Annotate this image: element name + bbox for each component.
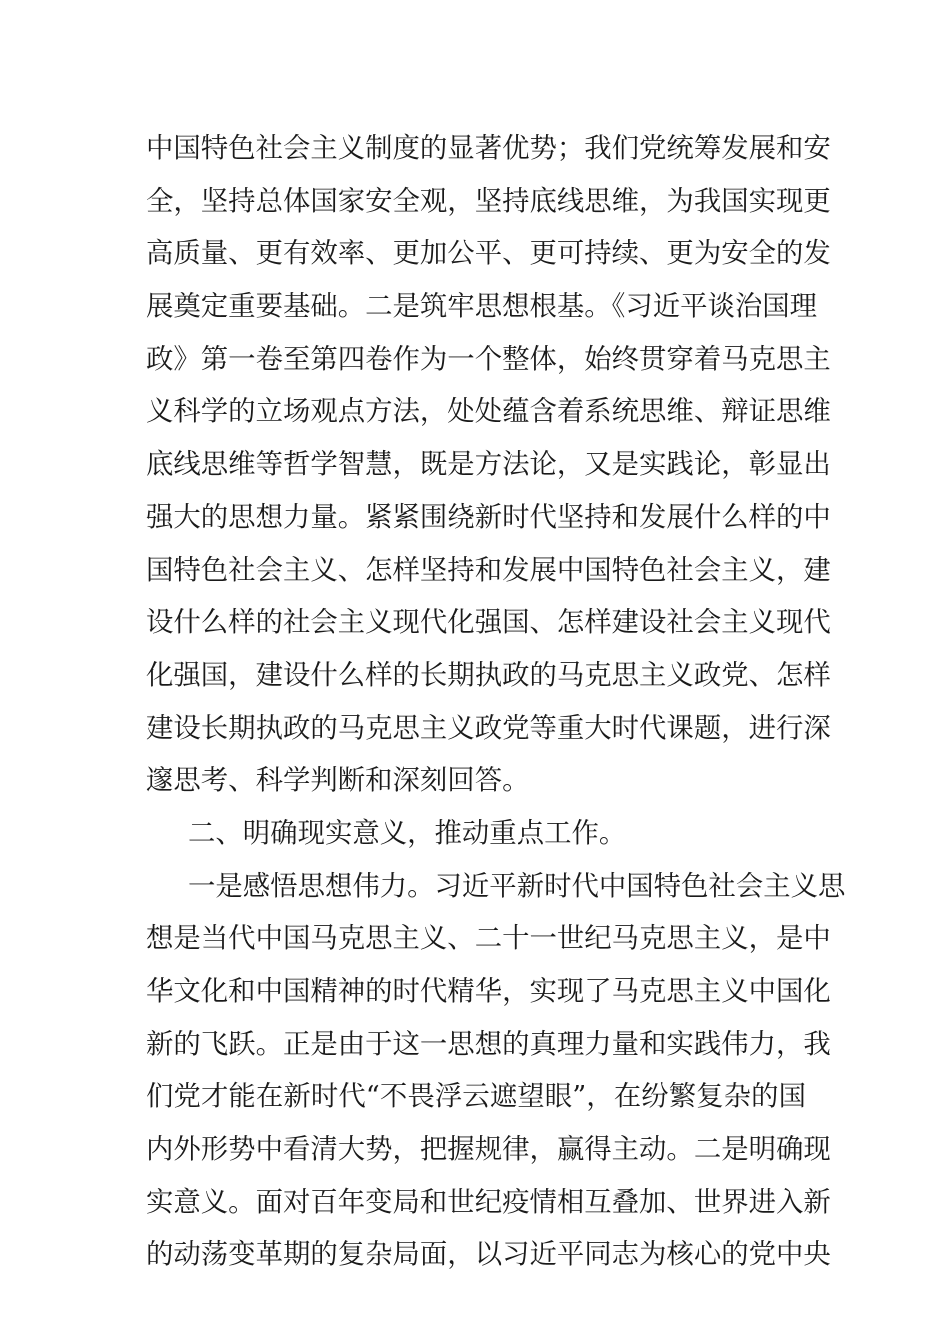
text-line: 政》第一卷至第四卷作为一个整体，始终贯穿着马克思主 <box>146 343 831 375</box>
section-heading: 二、明确现实意义，推动重点工作。 <box>188 817 627 849</box>
text-line: 化强国，建设什么样的长期执政的马克思主义政党、怎样 <box>146 659 831 691</box>
text-line: 展奠定重要基础。二是筑牢思想根基。《习近平谈治国理 <box>146 291 818 323</box>
text-line: 想是当代中国马克思主义、二十一世纪马克思主义，是中 <box>146 923 831 955</box>
text-line: 中国特色社会主义制度的显著优势；我们党统筹发展和安 <box>146 133 831 164</box>
text-line: 高质量、更有效率、更加公平、更可持续、更为安全的发 <box>146 238 831 270</box>
text-line: 全，坚持总体国家安全观，坚持底线思维，为我国实现更 <box>146 185 831 217</box>
text-line: 内外形势中看清大势，把握规律，赢得主动。二是明确现 <box>146 1134 831 1166</box>
text-line: 国特色社会主义、怎样坚持和发展中国特色社会主义，建 <box>146 554 831 586</box>
text-line: 一是感悟思想伟力。习近平新时代中国特色社会主义思 <box>188 870 846 902</box>
document-body <box>146 123 846 1282</box>
text-line: 底线思维等哲学智慧，既是方法论，又是实践论，彰显出 <box>146 449 831 481</box>
text-line: 义科学的立场观点方法，处处蕴含着系统思维、辩证思维 <box>146 396 831 428</box>
text-line: 强大的思想力量。紧紧围绕新时代坚持和发展什么样的中 <box>146 501 831 533</box>
text-line: 华文化和中国精神的时代精华，实现了马克思主义中国化 <box>146 976 831 1007</box>
text-line: 实意义。面对百年变局和世纪疫情相互叠加、世界进入新 <box>146 1186 831 1218</box>
text-line: 的动荡变革期的复杂局面，以习近平同志为核心的党中央 <box>146 1239 831 1271</box>
text-line: 建设长期执政的马克思主义政党等重大时代课题，进行深 <box>146 712 831 744</box>
text-line: 邃思考、科学判断和深刻回答。 <box>146 765 530 797</box>
text-line: 新的飞跃。正是由于这一思想的真理力量和实践伟力，我 <box>146 1028 831 1060</box>
text-line: 设什么样的社会主义现代化强国、怎样建设社会主义现代 <box>146 607 831 639</box>
text-line: 们党才能在新时代“不畏浮云遮望眼”，在纷繁复杂的国 <box>146 1081 806 1113</box>
